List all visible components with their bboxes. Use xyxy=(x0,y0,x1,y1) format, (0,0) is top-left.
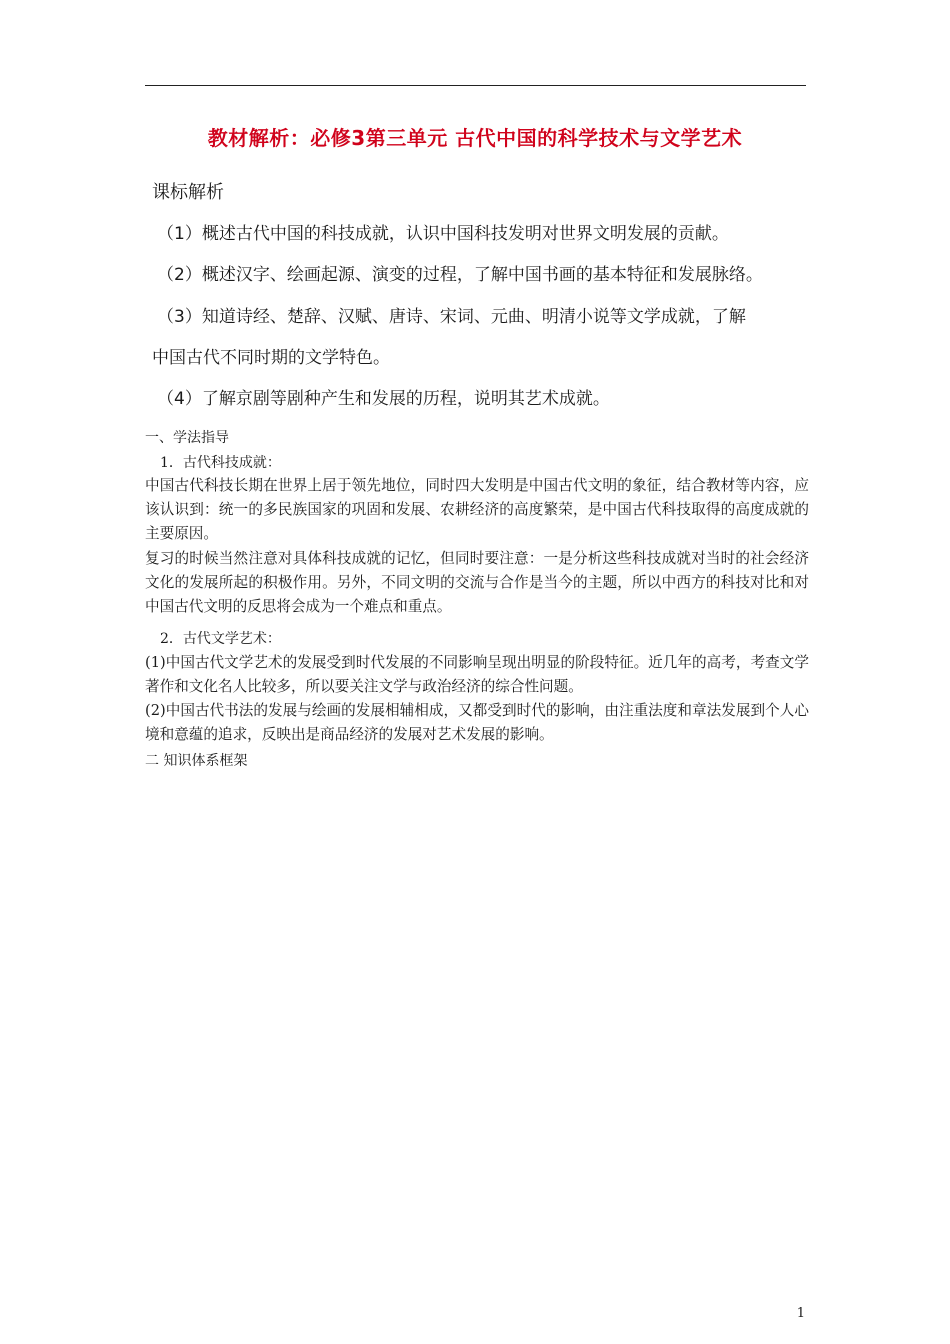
section-heading-framework: 二 知识体系框架 xyxy=(145,753,248,769)
document-title: 教材解析：必修3第三单元 古代中国的科学技术与文学艺术 xyxy=(207,126,743,150)
paragraph-science-2: 复习的时候当然注意对具体科技成就的记忆，但同时要注意：一是分析这些科技成就对当时的社会经济文化的发展所起的积极作用。另外，不同文明的交流与合作是当今的主题，所以中西方的科技对比和对中国古代文明的反思将会成为一个难点和重点。 xyxy=(145,550,809,615)
subsection-heading-science: 1．古代科技成就： xyxy=(160,455,281,471)
paragraph-literature-2: (2)中国古代书法的发展与绘画的发展相辅相成，又都受到时代的影响，由注重法度和章法发展到个人心境和意蕴的追求，反映出是商品经济的发展对艺术发展的影响。 xyxy=(145,702,809,743)
standard-item-1: （1）概述古代中国的科技成就，认识中国科技发明对世界文明发展的贡献。 xyxy=(157,224,729,244)
standard-item-3-continued: 中国古代不同时期的文学特色。 xyxy=(152,348,390,368)
header-rule xyxy=(145,85,806,86)
standard-item-2: （2）概述汉字、绘画起源、演变的过程，了解中国书画的基本特征和发展脉络。 xyxy=(157,265,763,285)
subsection-heading-literature: 2．古代文学艺术： xyxy=(160,631,281,647)
standard-item-3: （3）知道诗经、楚辞、汉赋、唐诗、宋词、元曲、明清小说等文学成就，了解 xyxy=(157,307,746,327)
paragraph-science-1: 中国古代科技长期在世界上居于领先地位，同时四大发明是中国古代文明的象征，结合教材等内容，应该认识到：统一的多民族国家的巩固和发展、农耕经济的高度繁荣，是中国古代科技取得的高度成就的主要原因。 xyxy=(145,477,809,542)
page-number: 1 xyxy=(796,1306,805,1321)
standard-item-4: （4）了解京剧等剧种产生和发展的历程，说明其艺术成就。 xyxy=(157,389,610,409)
standards-heading: 课标解析 xyxy=(152,182,224,203)
paragraph-literature-1: (1)中国古代文学艺术的发展受到时代发展的不同影响呈现出明显的阶段特征。近几年的高考，考查文学著作和文化名人比较多，所以要关注文学与政治经济的综合性问题。 xyxy=(145,654,809,695)
section-heading-study-guide: 一、学法指导 xyxy=(145,430,229,446)
